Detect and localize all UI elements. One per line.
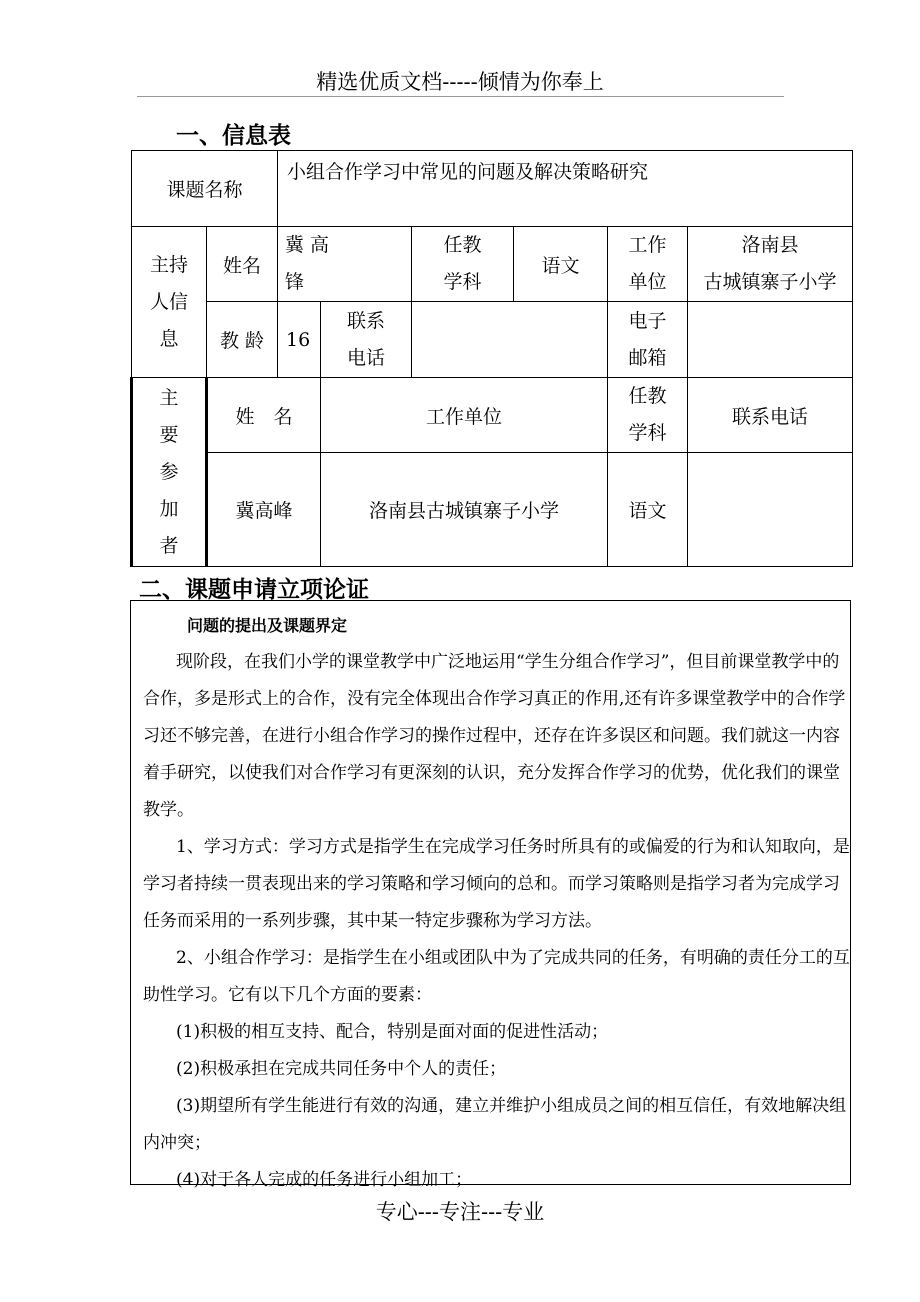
proposal-paragraph: 1、学习方式：学习方式是指学生在完成学习任务时所具有的或偏爱的行为和认知取向，是学习者持续一贯表现出来的学习策略和学习倾向的总和。而学习策略则是指学习者为完成学习任务而采用的一系列步骤，其中某一特定步骤称为学习方法。: [143, 837, 850, 931]
info-table: [130, 150, 853, 567]
page-header: 精选优质文档-----倾情为你奉上: [316, 70, 604, 94]
host-email-value: [688, 302, 853, 378]
host-subject-value: 语文: [514, 227, 608, 302]
host-name-label: 姓名: [207, 227, 278, 302]
host-label: 主持 人信 息: [132, 227, 207, 378]
topic-value: 小组合作学习中常见的问题及解决策略研究: [278, 151, 853, 227]
participants-header-phone: 联系电话: [688, 378, 853, 453]
proposal-list-item: (1)积极的相互支持、配合，特别是面对面的促进性活动；: [176, 1022, 609, 1042]
participant-unit: 洛南县古城镇寨子小学: [321, 453, 608, 567]
participants-label: 主 要 参 加 者: [132, 378, 207, 567]
header-divider: [137, 96, 784, 97]
proposal-list-item: (4)对于各人完成的任务进行小组加工；: [176, 1170, 473, 1190]
host-phone-value: [412, 302, 608, 378]
proposal-list-item: (3)期望所有学生能进行有效的沟通，建立并维护小组成员之间的相互信任，有效地解决组内冲突；: [143, 1096, 847, 1153]
proposal-heading: 问题的提出及课题界定: [187, 616, 348, 635]
topic-label: 课题名称: [132, 151, 278, 227]
participant-phone: [688, 453, 853, 567]
section-1-title: 一、信息表: [176, 123, 291, 149]
proposal-list-item: (2)积极承担在完成共同任务中个人的责任；: [176, 1059, 507, 1079]
participant-name: 冀高峰: [207, 453, 321, 567]
host-phone-label: 联系 电话: [321, 302, 412, 378]
proposal-paragraph: 现阶段，在我们小学的课堂教学中广泛地运用“学生分组合作学习”，但目前课堂教学中的合作，多是形式上的合作，没有完全体现出合作学习真正的作用,还有许多课堂教学中的合作学习还不够完善，在进行小组合作学习的操作过程中，还存在许多误区和问题。我们就这一内容着手研究，以使我们对合作学习有更深刻的认识，充分发挥合作学习的优势，优化我们的课堂教学。: [143, 652, 846, 820]
participants-header-subject: 任教 学科: [608, 378, 688, 453]
proposal-paragraph: 2、小组合作学习：是指学生在小组或团队中为了完成共同的任务，有明确的责任分工的互助性学习。它有以下几个方面的要素：: [143, 948, 850, 1005]
table-row: [132, 453, 853, 567]
host-subject-label: 任教 学科: [412, 227, 514, 302]
host-age-value: 16: [278, 302, 321, 378]
host-age-label: 教 龄: [207, 302, 278, 378]
section-2-title: 二、课题申请立项论证: [139, 577, 369, 603]
participants-header-name: 姓 名: [207, 378, 321, 453]
proposal-box: [130, 600, 851, 1190]
host-unit-value: 洛南县 古城镇寨子小学: [688, 227, 853, 302]
host-unit-label: 工作 单位: [608, 227, 688, 302]
page-footer: 专心---专注---专业: [375, 1200, 545, 1224]
participant-subject: 语文: [608, 453, 688, 567]
host-name-value: 冀 高 锋: [278, 227, 412, 302]
host-email-label: 电子 邮箱: [608, 302, 688, 378]
participants-header-unit: 工作单位: [321, 378, 608, 453]
